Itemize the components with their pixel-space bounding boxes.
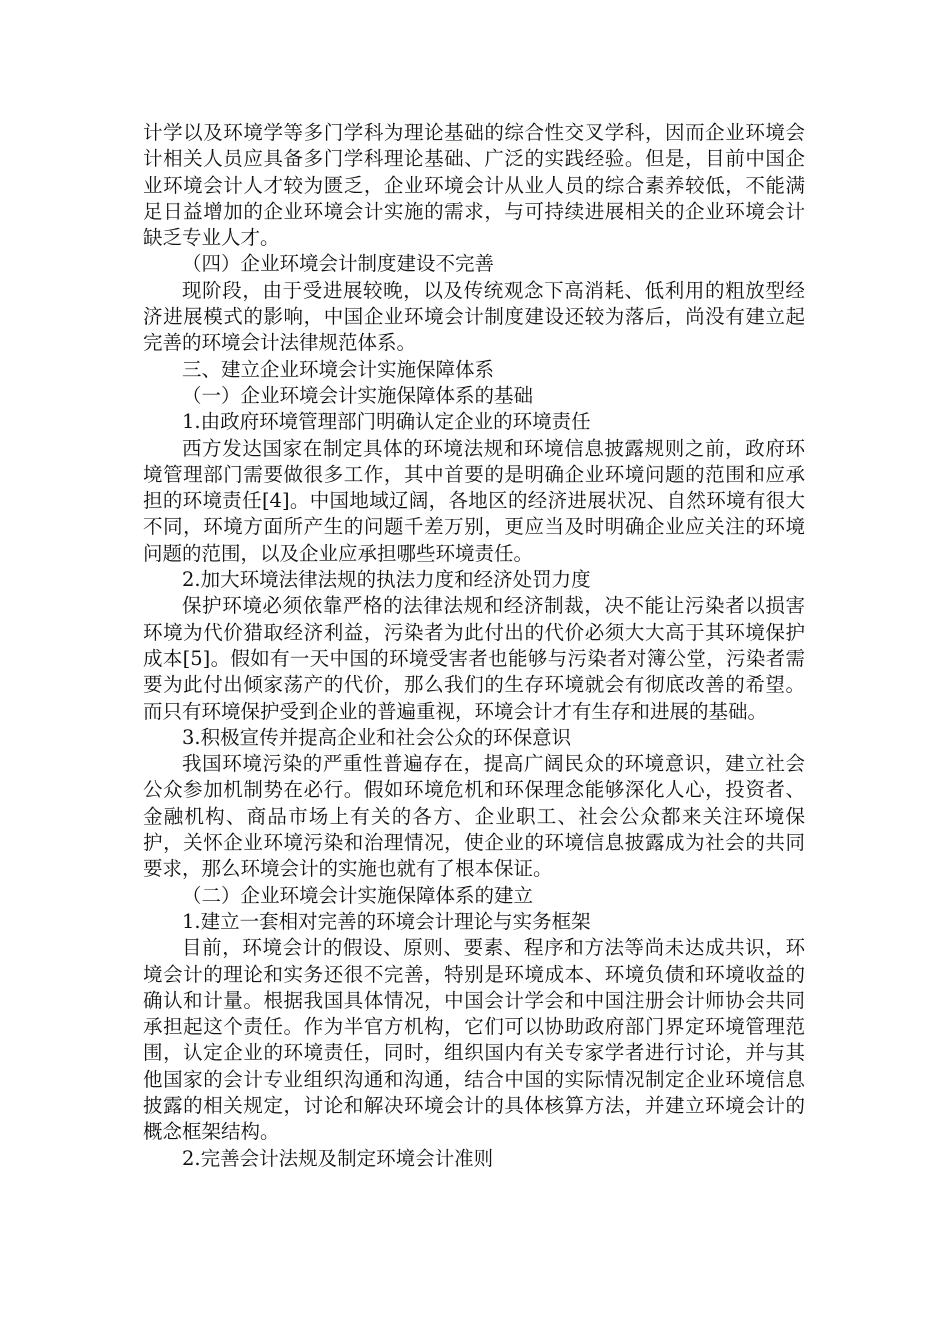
paragraph-theory-framework: 目前，环境会计的假设、原则、要素、程序和方法等尚未达成共识，环境会计的理论和实务还很不完善，特别是环境成本、环境负债和环境收益的确认和计量。根据我国具体情况，中国会计学会和中国注册会计师协会共同承担起这个责任。作为半官方机构，它们可以协助政府部门界定环境管理范围，认定企业的环境责任，同时，组织国内有关专家学者进行讨论，并与其他国家的会计专业组织沟通和沟通，结合中国的实际情况制定企业环境信息披露的相关规定，讨论和解决环境会计的具体核算方法，并建立环境会计的概念框架结构。 bbox=[143, 936, 805, 1144]
paragraph-government-responsibility: 西方发达国家在制定具体的环境法规和环境信息披露规则之前，政府环境管理部门需要做很多工作，其中首要的是明确企业环境问题的范围和应承担的环境责任[4]。中国地域辽阔，各地区的经济进展状况、自然环境有很大不同，环境方面所产生的问题千差万别，更应当及时明确企业应关注的环境问题的范围，以及企业应承担哪些环境责任。 bbox=[143, 436, 805, 565]
heading-item-2b: 2.完善会计法规及制定环境会计准则 bbox=[182, 1146, 494, 1170]
paragraph-public-awareness: 我国环境污染的严重性普遍存在，提高广阔民众的环境意识，建立社会公众参加机制势在必行。假如环境危机和环保理念能够深化人心，投资者、金融机构、商品市场上有关的各方、企业职工、社会公众都来关注环境保护，关怀企业环境污染和治理情况，使企业的环境信息披露成为社会的共同要求，那么环境会计的实施也就有了根本保证。 bbox=[143, 752, 805, 881]
paragraph-law-enforcement: 保护环境必须依靠严格的法律法规和经济制裁，决不能让污染者以损害环境为代价猎取经济利益，污染者为此付出的代价必须大大高于其环境保护成本[5]。假如有一天中国的环境受害者也能够与污染者对簿公堂，污染者需要为此付出倾家荡产的代价，那么我们的生存环境就会有彻底改善的希望。而只有环境保护受到企业的普遍重视，环境会计才有生存和进展的基础。 bbox=[143, 594, 805, 723]
heading-part-3: 三、建立企业环境会计实施保障体系 bbox=[182, 357, 495, 381]
paragraph-system-construction: 现阶段，由于受进展较晚，以及传统观念下高消耗、低利用的粗放型经济进展模式的影响，中国企业环境会计制度建设还较为落后，尚没有建立起完善的环境会计法律规范体系。 bbox=[143, 278, 805, 355]
document-page bbox=[143, 120, 805, 1172]
heading-item-1b: 1.建立一套相对完善的环境会计理论与实务框架 bbox=[182, 909, 591, 933]
heading-section-4: （四）企业环境会计制度建设不完善 bbox=[182, 252, 495, 276]
heading-item-1: 1.由政府环境管理部门明确认定企业的环境责任 bbox=[182, 410, 591, 434]
heading-subsection-2: （二）企业环境会计实施保障体系的建立 bbox=[182, 883, 534, 907]
heading-subsection-1: （一）企业环境会计实施保障体系的基础 bbox=[182, 383, 534, 407]
paragraph-intro-continued: 计学以及环境学等多门学科为理论基础的综合性交叉学科，因而企业环境会计相关人员应具备多门学科理论基础、广泛的实践经验。但是，目前中国企业环境会计人才较为匮乏，企业环境会计从业人员的综合素养较低，不能满足日益增加的企业环境会计实施的需求，与可持续进展相关的企业环境会计缺乏专业人才。 bbox=[143, 121, 805, 250]
heading-item-2: 2.加大环境法律法规的执法力度和经济处罚力度 bbox=[182, 568, 591, 592]
heading-item-3: 3.积极宣传并提高企业和社会公众的环保意识 bbox=[182, 725, 572, 749]
